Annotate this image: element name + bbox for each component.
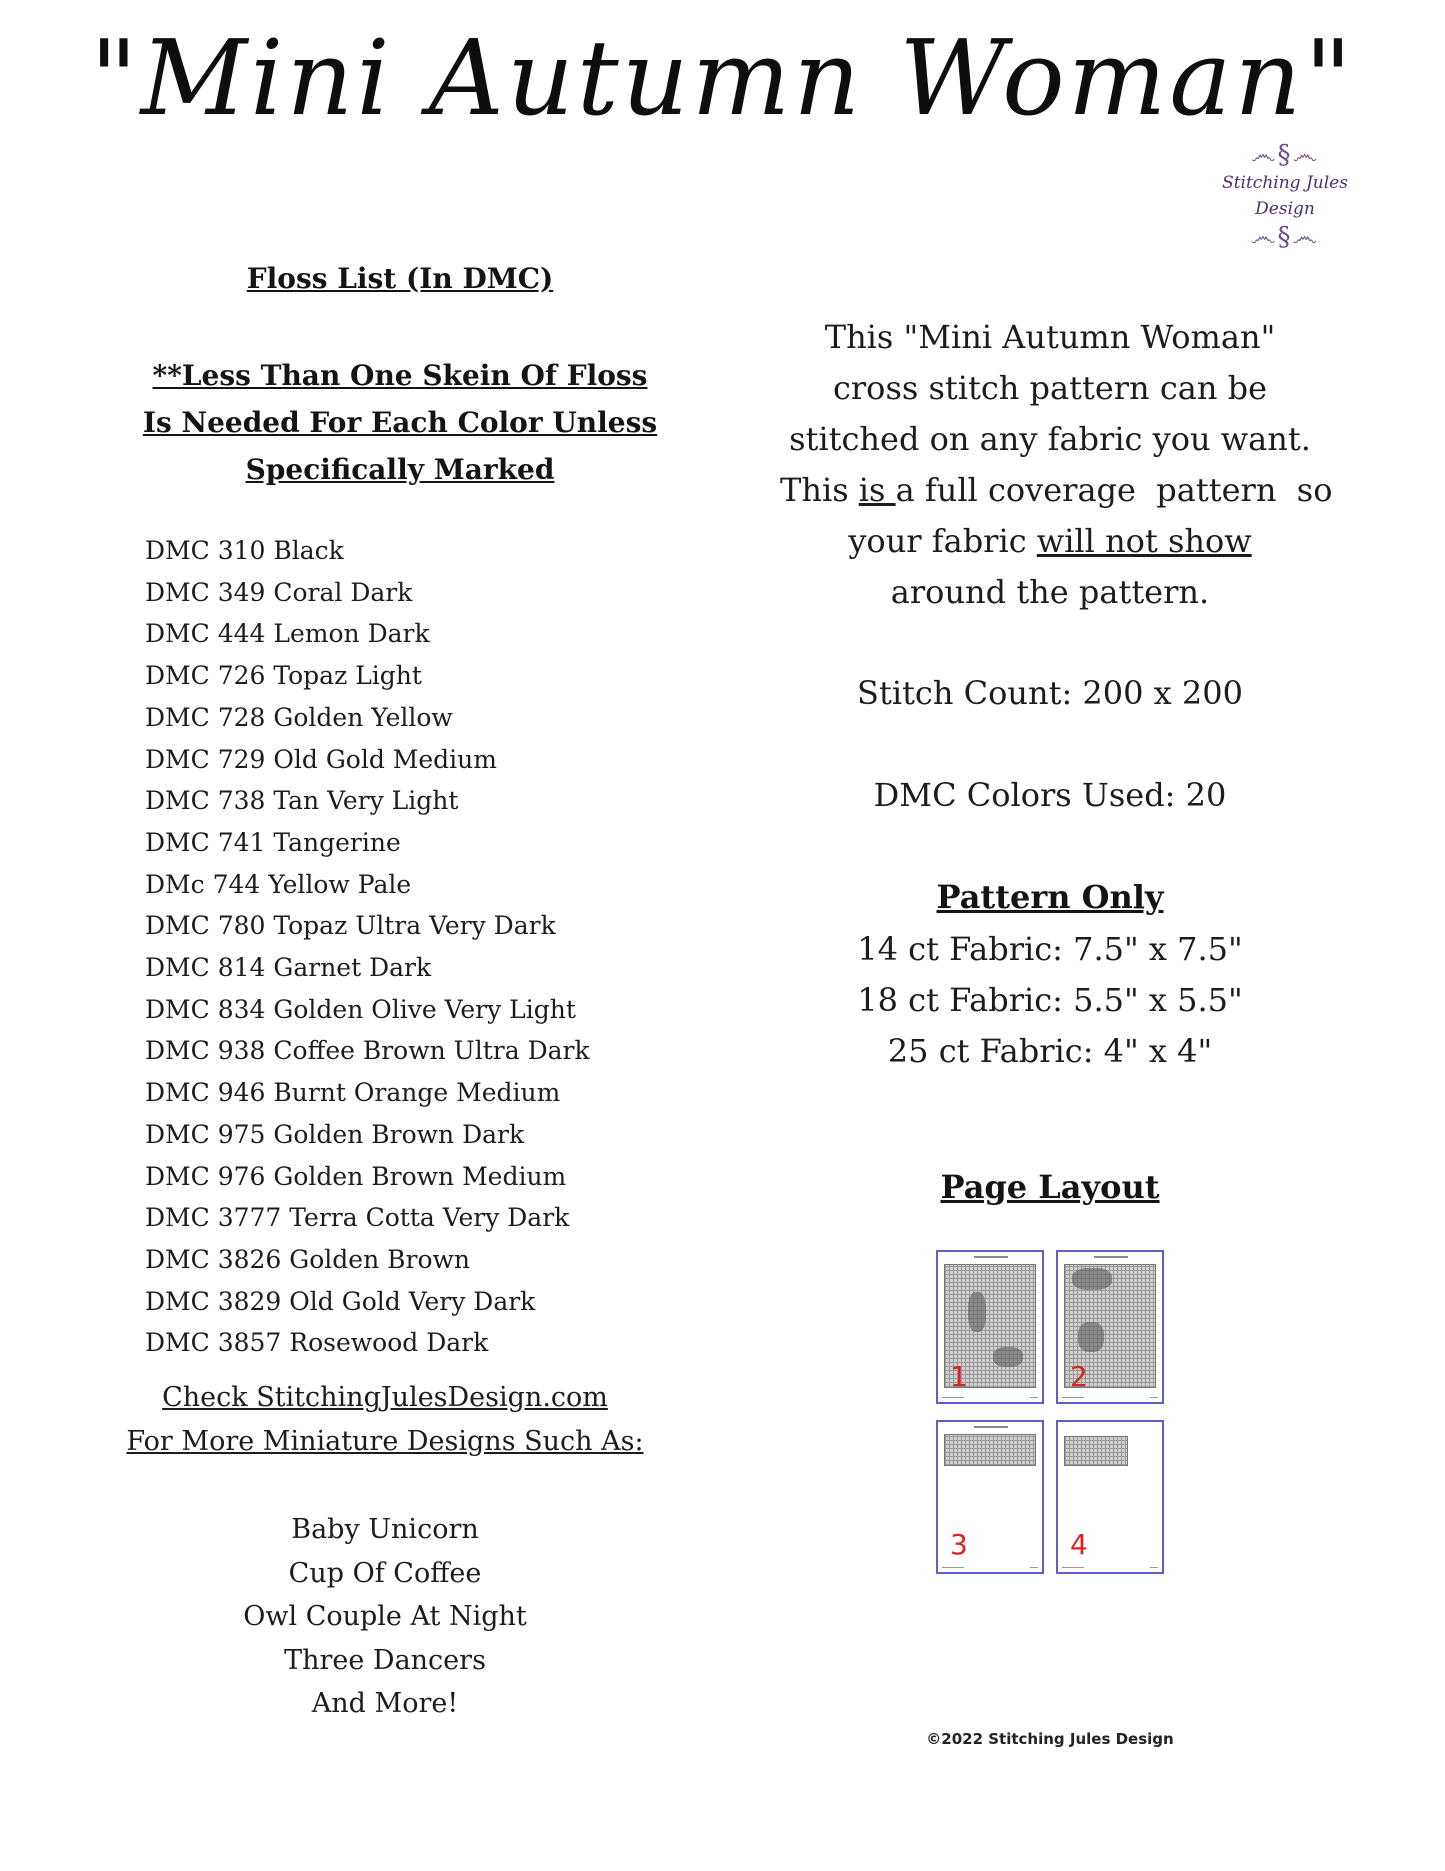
fabric-size-item: 25 ct Fabric: 4" x 4": [887, 1032, 1213, 1070]
colors-used: DMC Colors Used: 20: [873, 776, 1227, 814]
fabric-size-list: [780, 924, 1320, 1077]
stitch-count: Stitch Count: 200 x 200: [857, 674, 1243, 712]
floss-item: DMC 975 Golden Brown Dark: [145, 1119, 525, 1149]
floss-item: DMC 728 Golden Yellow: [145, 702, 453, 732]
floss-item: DMC 3857 Rosewood Dark: [145, 1328, 489, 1358]
page-number: 2: [1070, 1360, 1088, 1393]
desc-line: stitched on any fabric you want.: [789, 420, 1311, 458]
website-link-line1: Check StitchingJulesDesign.com: [162, 1382, 608, 1413]
floss-item: DMC 741 Tangerine: [145, 827, 401, 857]
fabric-size-item: 14 ct Fabric: 7.5" x 7.5": [857, 930, 1243, 968]
design-item: Owl Couple At Night: [243, 1601, 527, 1632]
desc-line: This is a full coverage pattern so: [780, 471, 1333, 509]
desc-line: around the pattern.: [890, 573, 1210, 611]
floss-item: DMC 738 Tan Very Light: [145, 786, 459, 816]
floss-item: DMC 834 Golden Olive Very Light: [145, 994, 576, 1024]
floss-item: DMC 946 Burnt Orange Medium: [145, 1078, 561, 1108]
copyright-notice: ©2022 Stitching Jules Design: [926, 1730, 1174, 1748]
floss-item: DMC 3829 Old Gold Very Dark: [145, 1286, 536, 1316]
design-list: [200, 1508, 570, 1726]
swirl-ornament-icon: ෴§෴: [1250, 140, 1320, 170]
website-link-line2: For More Miniature Designs Such As:: [126, 1426, 644, 1457]
desc-line: This "Mini Autumn Woman": [824, 318, 1276, 356]
floss-item: DMC 780 Topaz Ultra Very Dark: [145, 911, 556, 941]
logo-name: Stitching Jules Design: [1222, 173, 1348, 219]
floss-list: [145, 530, 705, 1364]
design-item: Three Dancers: [284, 1644, 486, 1676]
brand-logo: [1195, 140, 1375, 252]
floss-item: DMC 444 Lemon Dark: [145, 619, 430, 649]
desc-line: cross stitch pattern can be: [832, 369, 1268, 407]
desc-line: your fabric will not show: [848, 522, 1252, 560]
emphasis-will-not-show: will not show: [1036, 522, 1252, 560]
floss-list-heading: Floss List (In DMC): [246, 262, 554, 295]
swirl-ornament-icon: ෴§෴: [1250, 222, 1320, 252]
page-number: 1: [950, 1360, 968, 1393]
floss-item: DMC 938 Coffee Brown Ultra Dark: [145, 1036, 590, 1066]
floss-item: DMC 729 Old Gold Medium: [145, 744, 497, 774]
website-link[interactable]: [115, 1376, 655, 1464]
floss-item: DMC 3826 Golden Brown: [145, 1244, 471, 1274]
design-item: Baby Unicorn: [291, 1514, 479, 1545]
skein-note: **Less Than One Skein Of Floss Is Needed For Each Color Unless Specifically Marked: [142, 359, 658, 486]
emphasis-is: is: [858, 471, 896, 509]
page-layout-preview: [936, 1250, 1180, 1578]
page-number: 4: [1070, 1528, 1088, 1561]
floss-item: DMC 310 Black: [145, 536, 344, 565]
floss-item: DMC 349 Coral Dark: [145, 577, 413, 607]
page-thumbnail-4: [1056, 1420, 1164, 1574]
floss-item: DMC 3777 Terra Cotta Very Dark: [145, 1203, 570, 1233]
pattern-description: [780, 312, 1333, 618]
page-thumbnail-3: [936, 1420, 1044, 1574]
floss-item: DMC 726 Topaz Light: [145, 661, 422, 691]
design-item: And More!: [311, 1688, 459, 1719]
page-title: "Mini Autumn Woman": [89, 17, 1356, 139]
fabric-size-item: 18 ct Fabric: 5.5" x 5.5": [857, 981, 1243, 1019]
floss-item: DMc 744 Yellow Pale: [145, 869, 412, 899]
pattern-only-heading: Pattern Only: [936, 878, 1164, 916]
design-item: Cup Of Coffee: [288, 1557, 482, 1589]
page-layout-heading: Page Layout: [940, 1168, 1160, 1206]
page-thumbnail-1: [936, 1250, 1044, 1404]
page-thumbnail-2: [1056, 1250, 1164, 1404]
floss-item: DMC 814 Garnet Dark: [145, 953, 432, 983]
floss-item: DMC 976 Golden Brown Medium: [145, 1161, 567, 1191]
page-number: 3: [950, 1528, 968, 1561]
